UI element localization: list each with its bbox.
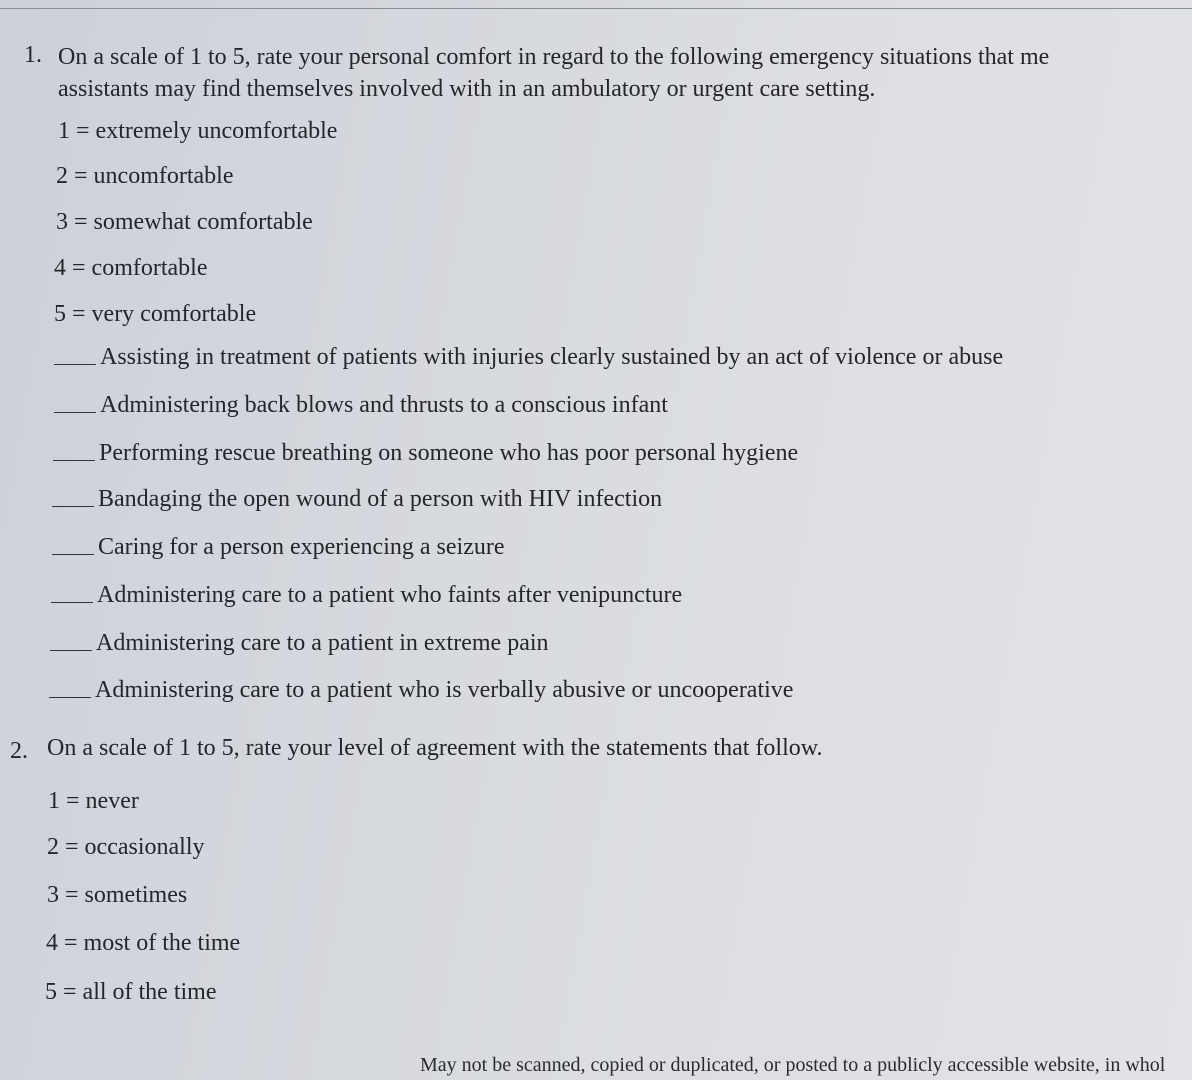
q1-scale-5: 5 = very comfortable — [54, 301, 257, 327]
question-2-number: 2. — [10, 738, 28, 764]
q2-scale-5: 5 = all of the time — [45, 979, 217, 1005]
question-1-number: 1. — [24, 42, 42, 68]
q1-item-5 — [52, 534, 505, 561]
q2-scale-4: 4 = most of the time — [46, 930, 241, 956]
q1-item-3 — [53, 440, 798, 467]
q1-item-4-text: Bandaging the open wound of a person with HIV infection — [98, 486, 663, 512]
rating-blank[interactable] — [52, 506, 94, 507]
rating-blank[interactable] — [52, 554, 94, 555]
q1-scale-3: 3 = somewhat comfortable — [56, 209, 313, 235]
rating-blank[interactable] — [53, 460, 95, 461]
question-2-text: On a scale of 1 to 5, rate your level of agreement with the statements that follow. — [47, 735, 823, 761]
rating-blank[interactable] — [51, 602, 93, 603]
question-1-text-line-2: assistants may find themselves involved with in an ambulatory or urgent care setting. — [58, 76, 876, 102]
rating-blank[interactable] — [49, 697, 91, 698]
copyright-footer: May not be scanned, copied or duplicated, or posted to a publicly accessible website, in whol — [420, 1054, 1166, 1076]
q1-scale-1: 1 = extremely uncomfortable — [58, 118, 338, 144]
rating-blank[interactable] — [54, 364, 96, 365]
q2-scale-2: 2 = occasionally — [47, 834, 205, 860]
q1-item-8 — [49, 677, 793, 704]
q2-scale-1: 1 = never — [48, 788, 139, 814]
q1-item-2 — [54, 392, 668, 419]
q1-item-8-text: Administering care to a patient who is verbally abusive or uncooperative — [95, 677, 794, 703]
q1-item-3-text: Performing rescue breathing on someone who has poor personal hygiene — [99, 440, 799, 466]
q1-item-4 — [52, 486, 662, 513]
q1-scale-4: 4 = comfortable — [54, 255, 208, 281]
top-rule — [0, 8, 1192, 9]
q1-item-5-text: Caring for a person experiencing a seizure — [98, 534, 505, 560]
q1-item-7 — [50, 630, 549, 657]
q1-item-1 — [54, 344, 1003, 371]
rating-blank[interactable] — [50, 650, 92, 651]
question-1-text-line-1: On a scale of 1 to 5, rate your personal comfort in regard to the following emergency situations that me — [58, 44, 1050, 70]
q1-item-7-text: Administering care to a patient in extreme pain — [96, 630, 549, 656]
q1-item-1-text: Assisting in treatment of patients with injuries clearly sustained by an act of violence or abuse — [100, 344, 1004, 370]
q1-item-2-text: Administering back blows and thrusts to a conscious infant — [100, 392, 668, 418]
q1-item-6 — [51, 582, 682, 609]
rating-blank[interactable] — [54, 412, 96, 413]
q2-scale-3: 3 = sometimes — [47, 882, 188, 908]
q1-scale-2: 2 = uncomfortable — [56, 163, 234, 189]
q1-item-6-text: Administering care to a patient who faints after venipuncture — [97, 582, 683, 608]
